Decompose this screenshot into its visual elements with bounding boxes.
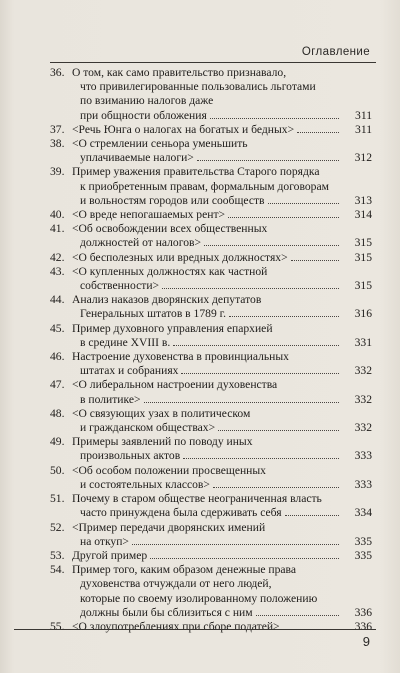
toc-entry-line: которые по своему изолированному положению — [80, 591, 318, 605]
header-rule — [50, 62, 376, 63]
toc-entry — [50, 137, 372, 165]
toc-entry — [50, 208, 372, 222]
toc-entry — [50, 350, 372, 378]
toc-entry-line — [72, 606, 372, 620]
dot-leader — [197, 160, 339, 161]
toc-entry-line: <Об освобождении всех общественных — [72, 222, 268, 236]
toc-entry-page: 335 — [354, 548, 372, 562]
toc-entry-line — [72, 449, 372, 463]
toc-entry — [50, 492, 372, 520]
toc-entry-page: 315 — [354, 250, 372, 264]
toc-entry-line: <Об особом положении просвещенных — [72, 463, 266, 477]
toc-entry-number: 39. — [50, 165, 65, 179]
toc-entry — [50, 620, 372, 634]
toc-entry-line: Настроение духовенства в провинциальных — [72, 350, 289, 364]
dot-leader — [173, 345, 339, 346]
toc-entry-page: 335 — [354, 534, 372, 548]
toc-entry-line: <Пример передачи дворянских имений — [72, 520, 266, 534]
toc-entry-text: <Речь Юнга о налогах на богатых и бедных> — [72, 122, 295, 136]
dot-leader — [150, 558, 339, 559]
toc-entry-line: Почему в старом обществе неограниченная власть — [72, 492, 322, 506]
toc-entry-number: 47. — [50, 378, 65, 392]
toc-entry-page: 332 — [354, 392, 372, 406]
toc-entry — [50, 123, 372, 137]
table-of-contents — [50, 66, 372, 634]
dot-leader — [229, 316, 339, 317]
toc-entry-text: должны были бы сблизиться с ним — [80, 605, 253, 619]
toc-entry — [50, 378, 372, 406]
toc-entry-text: часто принуждена была сдерживать себя — [80, 506, 282, 520]
toc-entry-text: и гражданском обществах> — [80, 421, 216, 435]
page-number: 9 — [362, 634, 370, 649]
toc-entry-page: 315 — [354, 236, 372, 250]
toc-entry-line: Пример того, каким образом денежные права — [72, 563, 297, 577]
toc-entry-line: <О либеральном настроении духовенства — [72, 378, 278, 392]
toc-entry-line — [72, 123, 372, 137]
toc-entry-line — [72, 421, 372, 435]
toc-entry-number: 46. — [50, 350, 65, 364]
toc-entry-text: Генеральных штатов в 1789 г. — [80, 307, 226, 321]
toc-entry-number: 41. — [50, 222, 65, 236]
toc-entry-page: 311 — [355, 122, 372, 136]
toc-entry-text: должностей от налогов> — [80, 236, 202, 250]
toc-entry-line — [72, 251, 372, 265]
toc-entry-number: 36. — [50, 66, 65, 79]
toc-entry-text: уплачиваемые налоги> — [80, 151, 194, 165]
toc-entry-text: и вольностям городов или сообществ — [80, 193, 265, 207]
toc-entry-text: <О бесполезных или вредных должностях> — [72, 250, 288, 264]
toc-entry-page: 336 — [354, 605, 372, 619]
toc-entry — [50, 165, 372, 208]
toc-entry-line — [72, 336, 372, 350]
toc-entry-line: к приобретенным правам, формальным договорам — [80, 179, 329, 193]
toc-entry — [50, 563, 372, 620]
toc-entry — [50, 435, 372, 463]
toc-entry-text: штатах и собраниях — [80, 364, 179, 378]
toc-entry-text: на откуп> — [80, 534, 129, 548]
toc-entry-number: 38. — [50, 137, 65, 151]
toc-entry — [50, 521, 372, 549]
toc-entry-number: 43. — [50, 264, 65, 278]
toc-entry-line: Пример духовного управления епархией — [72, 321, 273, 335]
toc-entry-line — [72, 506, 372, 520]
toc-entry-text: Другой пример — [72, 548, 148, 562]
toc-entry-line — [72, 393, 372, 407]
toc-entry-line: <О стремлении сеньора уменьшить — [72, 137, 248, 151]
dot-leader — [204, 245, 339, 246]
toc-entry-number: 48. — [50, 406, 65, 420]
toc-entry — [50, 464, 372, 492]
toc-entry-text: в политике> — [80, 392, 141, 406]
dot-leader — [256, 615, 339, 616]
dot-leader — [210, 118, 339, 119]
toc-entry-number: 40. — [50, 208, 65, 222]
toc-entry-line — [72, 109, 372, 123]
toc-entry-number: 54. — [50, 563, 65, 577]
toc-entry-line: <О купленных должностях как частной — [72, 264, 268, 278]
toc-entry — [50, 66, 372, 123]
toc-entry-text: при общности обложения — [80, 108, 207, 122]
toc-entry-page: 316 — [354, 307, 372, 321]
toc-entry-page: 312 — [354, 151, 372, 165]
toc-entry-number: 52. — [50, 520, 65, 534]
dot-leader — [132, 544, 339, 545]
toc-entry — [50, 293, 372, 321]
dot-leader — [268, 203, 339, 204]
toc-entry — [50, 222, 372, 250]
toc-entry-page: 311 — [355, 108, 372, 122]
toc-entry — [50, 251, 372, 265]
dot-leader — [228, 217, 339, 218]
toc-entry-line: О том, как само правительство признавало, — [72, 66, 287, 79]
toc-entry-line — [72, 364, 372, 378]
toc-entry-page: 333 — [354, 477, 372, 491]
toc-entry-text: произвольных актов — [80, 449, 181, 463]
toc-entry — [50, 322, 372, 350]
footer-rule — [14, 629, 376, 630]
toc-entry-number: 51. — [50, 492, 65, 506]
toc-entry-number: 49. — [50, 435, 65, 449]
toc-entry-line — [72, 151, 372, 165]
toc-entry-line — [72, 535, 372, 549]
dot-leader — [285, 515, 339, 516]
toc-entry — [50, 265, 372, 293]
toc-entry-line — [72, 307, 372, 321]
toc-entry-text: в средине XVIII в. — [80, 335, 171, 349]
dot-leader — [218, 430, 339, 431]
toc-entry-text: <О злоупотреблениях при сборе податей> — [72, 619, 280, 633]
toc-entry-line: что привилегированные пользовались льготами — [80, 80, 316, 94]
toc-entry-line — [72, 208, 372, 222]
dot-leader — [162, 288, 339, 289]
toc-entry-line — [72, 194, 372, 208]
toc-entry-number: 42. — [50, 250, 65, 264]
toc-entry-number: 37. — [50, 122, 65, 136]
toc-entry-page: 331 — [354, 335, 372, 349]
toc-entry-line — [72, 279, 372, 293]
toc-entry-page: 332 — [354, 421, 372, 435]
dot-leader — [144, 402, 339, 403]
toc-entry-line — [72, 236, 372, 250]
toc-entry-line — [72, 620, 372, 634]
dot-leader — [291, 260, 339, 261]
toc-entry-text: <О вреде непогашаемых рент> — [72, 208, 226, 222]
toc-entry-line: Анализ наказов дворянских депутатов — [72, 293, 262, 307]
toc-entry-page: 315 — [354, 279, 372, 293]
dot-leader — [183, 458, 339, 459]
toc-entry — [50, 549, 372, 563]
toc-entry-number: 50. — [50, 463, 65, 477]
toc-entry-number: 53. — [50, 548, 65, 562]
toc-entry-line: <О связующих узах в политическом — [72, 406, 251, 420]
toc-entry-text: собственности> — [80, 279, 160, 293]
toc-entry-text: и состоятельных классов> — [80, 477, 210, 491]
toc-entry — [50, 407, 372, 435]
toc-entry-page: 332 — [354, 364, 372, 378]
dot-leader — [181, 373, 339, 374]
toc-entry-line: Примеры заявлений по поводу иных — [72, 435, 253, 449]
toc-entry-line: духовенства отчуждали от него людей, — [80, 577, 272, 591]
toc-entry-line: Пример уважения правительства Старого порядка — [72, 165, 320, 179]
running-header: Оглавление — [301, 46, 370, 58]
toc-entry-number: 45. — [50, 321, 65, 335]
toc-entry-number: 44. — [50, 293, 65, 307]
toc-entry-page: 313 — [354, 193, 372, 207]
toc-entry-page: 333 — [354, 449, 372, 463]
toc-entry-page: 314 — [354, 208, 372, 222]
toc-entry-line: по взиманию налогов даже — [80, 94, 214, 108]
toc-entry-line — [72, 549, 372, 563]
dot-leader — [213, 487, 339, 488]
toc-entry-number: 55. — [50, 619, 65, 633]
dot-leader — [297, 132, 339, 133]
toc-entry-page: 334 — [354, 506, 372, 520]
toc-entry-page: 336 — [354, 619, 372, 633]
toc-entry-line — [72, 478, 372, 492]
